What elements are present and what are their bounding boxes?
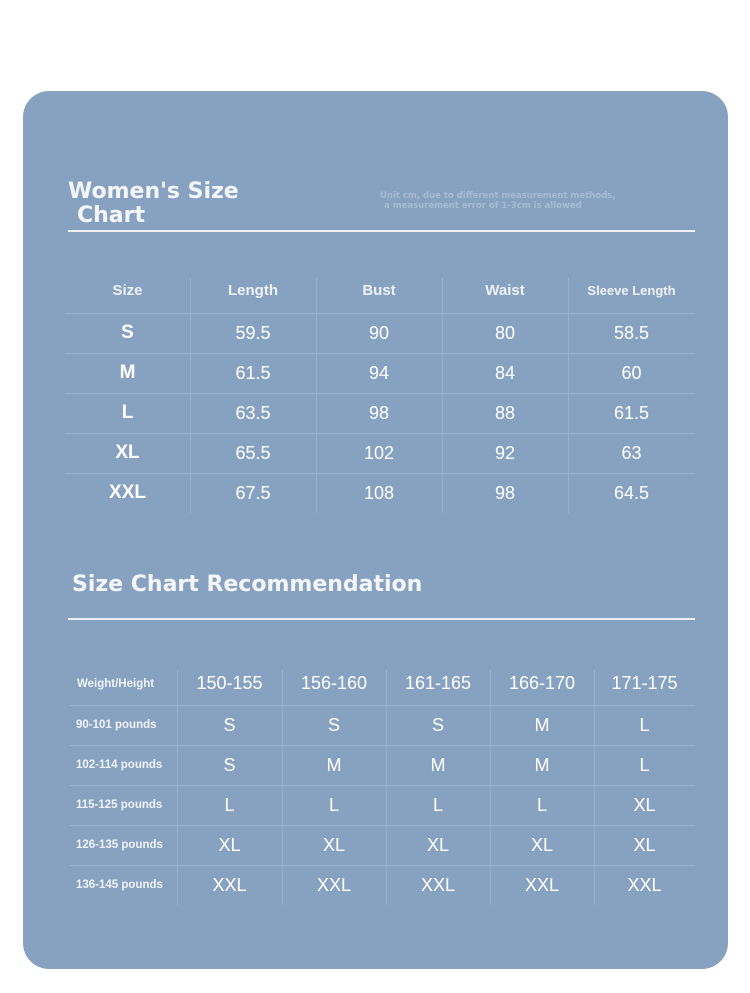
height-header: 161-165 — [404, 673, 472, 693]
size-chart-header-4: Sleeve Length — [587, 283, 676, 298]
recommended-size-cell: S — [223, 714, 236, 735]
column-divider — [316, 278, 317, 513]
measurement-note — [380, 191, 690, 211]
measurement-cell: 60 — [621, 362, 642, 383]
row-divider — [65, 353, 695, 354]
measurement-cell: 98 — [368, 402, 390, 423]
size-chart-header-2: Bust — [362, 282, 396, 299]
measurement-note-line1: Unit cm, due to different measurement methods, — [380, 191, 616, 201]
size-chart-header-0: Size — [112, 282, 143, 299]
size-chart-header-3: Waist — [485, 282, 525, 299]
row-divider — [65, 473, 695, 474]
measurement-cell: 84 — [494, 362, 516, 383]
weight-range-label: 136-145 pounds — [76, 879, 163, 891]
height-header: 171-175 — [611, 673, 678, 693]
measurement-cell: 59.5 — [235, 322, 271, 343]
height-header: 150-155 — [196, 673, 263, 693]
weight-range-label: 90-101 pounds — [76, 719, 157, 731]
column-divider — [490, 670, 491, 905]
measurement-cell: 108 — [363, 482, 395, 503]
recommended-size-cell: XXL — [316, 874, 352, 895]
column-divider — [177, 670, 178, 905]
recommended-size-cell: S — [431, 714, 444, 735]
size-label: XL — [115, 442, 140, 463]
measurement-cell: 88 — [494, 402, 516, 423]
measurement-cell: 64.5 — [613, 482, 650, 503]
weight-height-header: Weight/Height — [77, 677, 155, 690]
size-chart-header-1: Length — [228, 282, 278, 299]
row-divider — [70, 745, 695, 746]
recommended-size-cell: L — [224, 794, 235, 815]
recommended-size-cell: L — [536, 794, 547, 815]
row-divider — [70, 785, 695, 786]
recommended-size-cell: S — [223, 754, 236, 775]
measurement-cell: 65.5 — [235, 442, 271, 463]
recommended-size-cell: M — [534, 714, 550, 735]
recommendation-title: Size Chart Recommendation — [72, 572, 423, 597]
height-header: 156-160 — [300, 673, 368, 693]
recommended-size-cell: XL — [218, 834, 241, 855]
column-divider — [594, 670, 595, 905]
measurement-cell: 61.5 — [613, 402, 650, 423]
size-chart-title-line2: Chart — [77, 203, 146, 228]
measurement-cell: 63.5 — [235, 402, 271, 423]
recommended-size-cell: L — [328, 794, 339, 815]
measurement-note-line2: a measurement error of 1-3cm is allowed — [384, 201, 582, 211]
column-divider — [442, 278, 443, 513]
recommended-size-cell: XL — [530, 834, 554, 855]
column-divider — [386, 670, 387, 905]
measurement-cell: 61.5 — [235, 362, 271, 383]
recommended-size-cell: XXL — [212, 874, 247, 895]
column-divider — [282, 670, 283, 905]
row-divider — [65, 393, 695, 394]
recommendation-divider — [68, 618, 695, 620]
size-label: M — [119, 362, 136, 383]
size-label: S — [121, 322, 134, 343]
recommended-size-cell: XL — [426, 834, 450, 855]
measurement-cell: 94 — [368, 362, 390, 383]
recommended-size-cell: L — [639, 754, 650, 775]
measurement-cell: 98 — [494, 482, 516, 503]
row-divider — [70, 705, 695, 706]
size-label: XXL — [109, 482, 146, 503]
recommended-size-cell: XL — [322, 834, 346, 855]
size-label: L — [121, 402, 134, 423]
recommended-size-cell: XXL — [627, 874, 662, 895]
weight-range-label: 102-114 pounds — [76, 759, 163, 771]
row-divider — [65, 433, 695, 434]
row-divider — [70, 865, 695, 866]
recommended-size-cell: XL — [633, 794, 656, 815]
recommended-size-cell: XXL — [524, 874, 560, 895]
weight-range-label: 126-135 pounds — [76, 839, 163, 851]
measurement-cell: 92 — [494, 442, 516, 463]
measurement-cell: 90 — [368, 322, 390, 343]
measurement-cell: 102 — [363, 442, 395, 463]
measurement-cell: 80 — [494, 322, 516, 343]
column-divider — [190, 278, 191, 513]
row-divider — [65, 313, 695, 314]
recommended-size-cell: M — [430, 754, 446, 775]
size-chart-title — [68, 180, 268, 228]
column-divider — [568, 278, 569, 513]
recommended-size-cell: M — [326, 754, 342, 775]
measurement-cell: 67.5 — [235, 482, 271, 503]
title-divider — [68, 230, 695, 232]
recommended-size-cell: L — [432, 794, 443, 815]
recommended-size-cell: L — [639, 714, 650, 735]
recommended-size-cell: S — [327, 714, 340, 735]
recommended-size-cell: XL — [633, 834, 656, 855]
measurement-cell: 63 — [621, 442, 642, 463]
height-header: 166-170 — [508, 673, 576, 693]
recommended-size-cell: M — [534, 754, 550, 775]
row-divider — [70, 825, 695, 826]
weight-range-label: 115-125 pounds — [76, 799, 163, 811]
recommended-size-cell: XXL — [420, 874, 456, 895]
size-chart-title-line1: Women's Size — [68, 179, 239, 204]
measurement-cell: 58.5 — [613, 322, 650, 343]
